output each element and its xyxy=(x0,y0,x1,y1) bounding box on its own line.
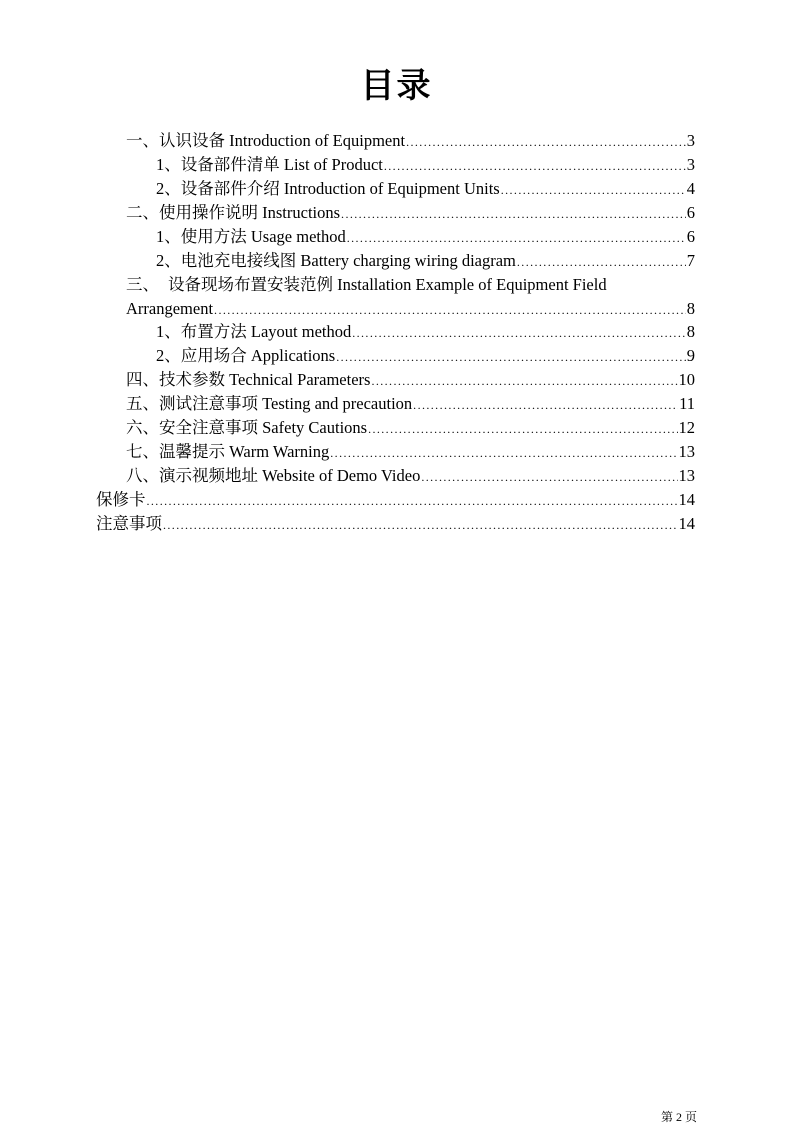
toc-entry[interactable] xyxy=(126,298,695,320)
toc-entry[interactable] xyxy=(126,417,695,439)
toc-entry-number: 1、 xyxy=(156,322,181,341)
toc-entry-page: 11 xyxy=(679,394,695,413)
toc-entry-number: 七、 xyxy=(126,442,159,461)
toc-leader-dots xyxy=(341,203,686,225)
toc-entry-title: 演示视频地址 Website of Demo Video xyxy=(159,466,421,485)
toc-leader-dots xyxy=(336,346,686,368)
toc-entry-title: 认识设备 Introduction of Equipment xyxy=(159,131,406,150)
toc-entry[interactable] xyxy=(156,321,695,343)
toc-entry-title: 使用方法 Usage method xyxy=(180,227,346,246)
toc-entry[interactable] xyxy=(126,441,695,463)
toc-entry-number: 1、 xyxy=(156,155,181,174)
toc-entry-title: 应用场合 Applications xyxy=(180,346,336,365)
toc-entry-page: 13 xyxy=(678,466,695,485)
toc-entry-title: 安全注意事项 Safety Cautions xyxy=(159,418,368,437)
toc-entry[interactable] xyxy=(156,345,695,367)
toc-entry-number: 二、 xyxy=(126,203,159,222)
toc-entry-title: 技术参数 Technical Parameters xyxy=(159,370,371,389)
toc-leader-dots xyxy=(406,131,686,153)
toc-entry-title: 设备部件介绍 Introduction of Equipment Units xyxy=(180,179,500,198)
toc-entry[interactable] xyxy=(96,513,695,535)
toc-leader-dots xyxy=(147,490,678,512)
toc-leader-dots xyxy=(347,227,686,249)
toc-entry-page: 7 xyxy=(686,251,695,270)
toc-leader-dots xyxy=(214,299,686,321)
toc-entry[interactable] xyxy=(126,202,695,224)
toc-entry-page: 12 xyxy=(678,418,695,437)
toc-leader-dots xyxy=(413,394,678,416)
toc-entry-page: 6 xyxy=(686,203,695,222)
toc-entry-title: 使用操作说明 Instructions xyxy=(159,203,341,222)
toc-leader-dots xyxy=(421,466,677,488)
toc-entry-first-line[interactable] xyxy=(126,274,607,296)
toc-entry[interactable] xyxy=(156,250,695,272)
toc-leader-dots xyxy=(368,418,677,440)
toc-entry-title: 设备部件清单 List of Product xyxy=(180,155,383,174)
toc-leader-dots xyxy=(517,251,686,273)
toc-leader-dots xyxy=(163,514,678,536)
toc-entry-page: 10 xyxy=(678,370,695,389)
toc-entry[interactable] xyxy=(126,130,695,152)
toc-entry-page: 3 xyxy=(686,155,695,174)
toc-entry[interactable] xyxy=(96,489,695,511)
toc-entry-title: 注意事项 xyxy=(96,514,162,533)
toc-entry-page: 9 xyxy=(686,346,695,365)
toc-entry-title: 保修卡 xyxy=(96,490,146,509)
toc-entry-number: 2、 xyxy=(156,346,181,365)
toc-entry-page: 14 xyxy=(678,490,695,509)
toc-entry-page: 8 xyxy=(686,299,695,318)
toc-entry-number: 一、 xyxy=(126,131,159,150)
toc-leader-dots xyxy=(371,370,677,392)
toc-entry-title: 布置方法 Layout method xyxy=(180,322,352,341)
toc-entry-title: 测试注意事项 Testing and precaution xyxy=(159,394,413,413)
toc-leader-dots xyxy=(352,322,686,344)
toc-entry-title: 温馨提示 Warm Warning xyxy=(159,442,330,461)
toc-entry[interactable] xyxy=(126,465,695,487)
toc-leader-dots xyxy=(330,442,677,464)
toc-leader-dots xyxy=(501,179,686,201)
toc-entry-title-continued: Arrangement xyxy=(126,299,214,318)
toc-entry-page: 4 xyxy=(686,179,695,198)
toc-entry[interactable] xyxy=(126,393,695,415)
page-title: 目录 xyxy=(360,66,433,106)
toc-entry-number: 2、 xyxy=(156,251,181,270)
toc-entry-number: 2、 xyxy=(156,179,181,198)
page-number-footer: 第 2 页 xyxy=(661,1110,698,1124)
toc-entry[interactable] xyxy=(156,226,695,248)
toc-entry-number: 六、 xyxy=(126,418,159,437)
toc-entry-page: 6 xyxy=(686,227,695,246)
toc-entry-title: 设备现场布置安装范例 Installation Example of Equipment Field xyxy=(168,275,607,294)
toc-entry-page: 8 xyxy=(686,322,695,341)
toc-entry[interactable] xyxy=(156,178,695,200)
toc-entry-page: 13 xyxy=(678,442,695,461)
toc-entry-number: 四、 xyxy=(126,370,159,389)
toc-entry-title: 电池充电接线图 Battery charging wiring diagram xyxy=(180,251,516,270)
toc-entry-number: 三、 xyxy=(126,275,159,294)
toc-entry[interactable] xyxy=(156,154,695,176)
toc-leader-dots xyxy=(384,155,686,177)
toc-entry-number: 1、 xyxy=(156,227,181,246)
toc-entry-page: 3 xyxy=(686,131,695,150)
toc-entry[interactable] xyxy=(126,369,695,391)
toc-entry-page: 14 xyxy=(678,514,695,533)
toc-entry-number: 八、 xyxy=(126,466,159,485)
toc-entry-number: 五、 xyxy=(126,394,159,413)
